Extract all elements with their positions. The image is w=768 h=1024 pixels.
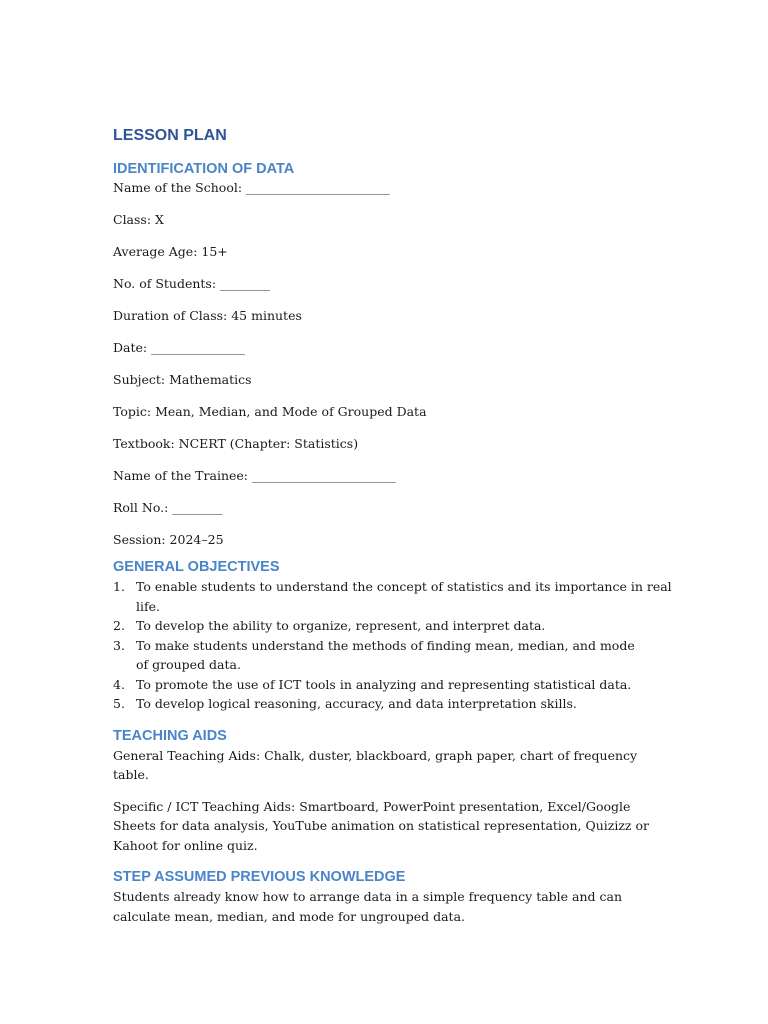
list-item	[113, 577, 673, 616]
section-heading-identification: IDENTIFICATION OF DATA	[113, 161, 295, 177]
list-number: 2.	[113, 618, 125, 633]
list-item	[113, 694, 673, 714]
field-textbook: Textbook: NCERT (Chapter: Statistics)	[113, 436, 359, 451]
field-duration: Duration of Class: 45 minutes	[113, 308, 302, 323]
field-roll-no: Roll No.: ________	[113, 500, 223, 515]
field-class: Class: X	[113, 212, 164, 227]
general-teaching-aids: General Teaching Aids: Chalk, duster, blackboard, graph paper, chart of frequency table.	[113, 747, 638, 782]
previous-knowledge-text: Students already know how to arrange data in a simple frequency table and can calculate mean, median, and mode for ungrouped data.	[113, 889, 623, 924]
field-trainee: Name of the Trainee: _______________________	[113, 468, 396, 483]
ict-teaching-aids: Specific / ICT Teaching Aids: Smartboard, PowerPoint presentation, Excel/Google Sheets for data analysis, YouTube animation on statistical representation, Quizizz or Kahoot for online quiz.	[113, 798, 649, 853]
document-content	[113, 125, 673, 938]
section-heading-previous-knowledge: STEP ASSUMED PREVIOUS KNOWLEDGE	[113, 869, 406, 885]
list-number: 5.	[113, 696, 125, 711]
identification-fields	[113, 179, 673, 557]
field-date: Date: _______________	[113, 340, 245, 355]
field-school: Name of the School: _______________________	[113, 180, 390, 195]
document-title: LESSON PLAN	[113, 127, 227, 144]
list-item	[113, 675, 673, 695]
list-text: To develop the ability to organize, represent, and interpret data.	[136, 618, 546, 633]
list-text: To make students understand the methods of finding mean, median, and mode of grouped data.	[136, 637, 635, 672]
field-subject: Subject: Mathematics	[113, 372, 252, 387]
list-text: To promote the use of ICT tools in analyzing and representing statistical data.	[136, 676, 632, 692]
field-topic: Topic: Mean, Median, and Mode of Grouped Data	[113, 404, 427, 419]
list-number: 3.	[113, 637, 125, 653]
list-text: To develop logical reasoning, accuracy, and data interpretation skills.	[136, 696, 577, 711]
field-students: No. of Students: ________	[113, 276, 271, 291]
section-heading-teaching-aids: TEACHING AIDS	[113, 727, 227, 744]
field-session: Session: 2024–25	[113, 532, 224, 547]
list-number: 1.	[113, 579, 125, 594]
list-item	[113, 616, 673, 636]
list-item	[113, 636, 673, 675]
list-number: 4.	[113, 676, 125, 692]
objectives-list	[113, 577, 673, 714]
section-heading-objectives: GENERAL OBJECTIVES	[113, 559, 280, 575]
field-average-age: Average Age: 15+	[113, 244, 228, 259]
list-text: To enable students to understand the concept of statistics and its importance in real life.	[136, 579, 672, 614]
